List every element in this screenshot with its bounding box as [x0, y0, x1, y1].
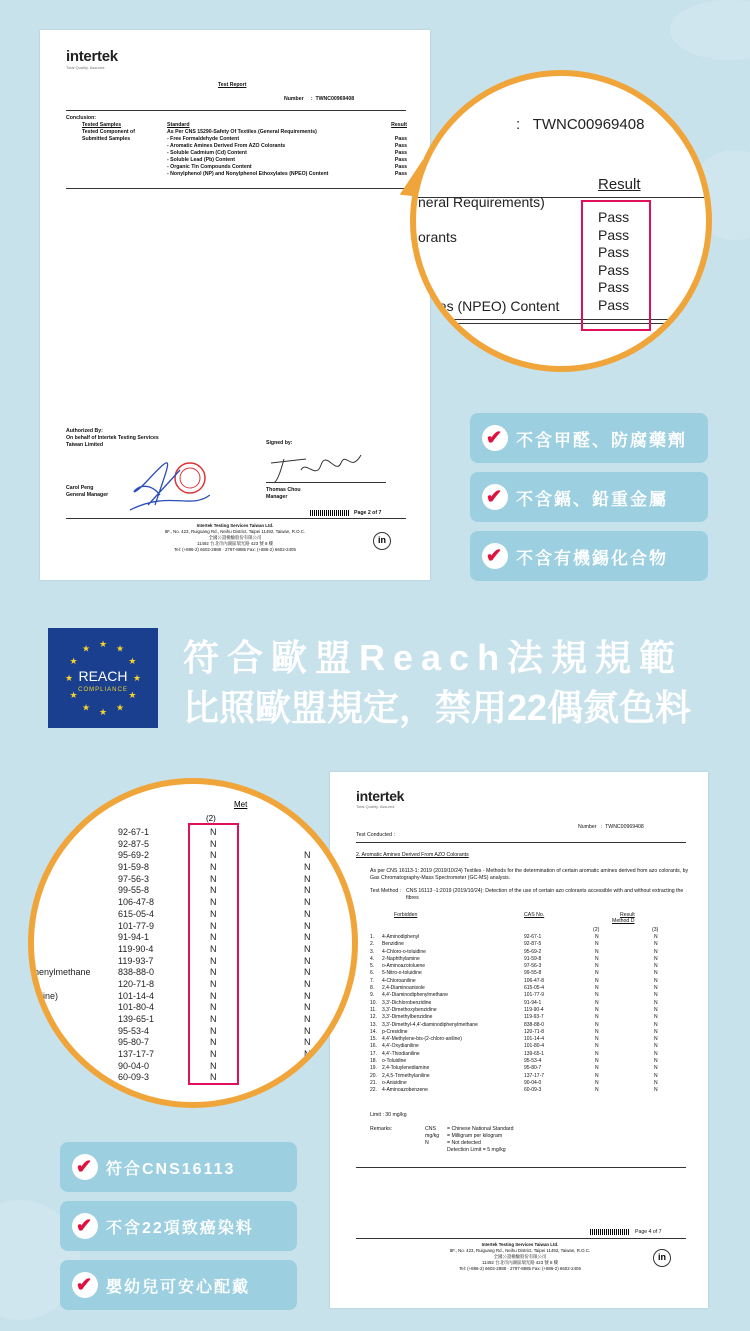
rule	[416, 323, 706, 324]
star-icon: ★	[98, 639, 108, 649]
rule	[66, 110, 406, 111]
zoom-rows	[34, 827, 354, 1084]
rule	[66, 518, 406, 519]
pass-value: Pass	[598, 226, 630, 243]
zoom-row: 106-47-8 N N	[118, 897, 311, 908]
zoom-row: 119-90-4 N N	[118, 943, 311, 954]
zoom-row: 92-67-1 N	[118, 827, 217, 837]
pass-value: Pass	[598, 279, 630, 295]
zoom-row: niline) 101-14-4 N N	[34, 990, 311, 1001]
rule	[416, 319, 706, 320]
signer-2: Thomas Chou Manager	[266, 487, 301, 500]
n-value: N	[210, 1072, 217, 1083]
star-icon: ★	[115, 702, 125, 713]
pass-value: Pass	[598, 261, 630, 278]
table-row: 16. 4,4'-Oxydianiline 101-80-4 N N	[370, 1043, 658, 1050]
feature-badge	[470, 413, 708, 463]
zoom-row: 97-56-3 N N	[118, 873, 311, 884]
magnifier-result-zoom	[410, 70, 712, 372]
pass-value: Pass	[598, 209, 630, 225]
n-value: N	[210, 862, 217, 873]
n-value: N	[210, 955, 217, 966]
table-row: 12. 3,3'-Dimethylbenzidine 119-93-7 N N	[370, 1014, 658, 1021]
zoom-row: 137-17-7 N N	[118, 1049, 311, 1060]
n-value: N	[210, 943, 217, 954]
signature-thomas	[266, 445, 366, 485]
zoom-row: 60-09-3 N N	[118, 1072, 311, 1083]
tested-samples-block: Tested Samples Tested Component of Submitted Samples	[82, 122, 135, 142]
col-forbidden: Forbidden	[394, 912, 418, 918]
star-icon: ★	[132, 673, 142, 683]
limit: Limit : 30 mg/kg	[370, 1112, 407, 1118]
checkmark-icon: ✔	[72, 1213, 98, 1239]
zoom-line-3: lates (NPEO) Content	[424, 298, 560, 314]
reach-badge-sub: COMPLIANCE	[78, 687, 128, 693]
zoom-number: : TWNC00969408	[516, 116, 645, 133]
n-value: N	[304, 1014, 311, 1024]
zoom-row: 615-05-4 N N	[118, 908, 311, 919]
n-value: N	[210, 1037, 217, 1048]
n-value: N	[210, 967, 217, 978]
col-2: (2)	[593, 927, 600, 933]
rule	[66, 188, 406, 189]
remarks	[425, 1126, 513, 1154]
n-value: N	[210, 1049, 217, 1060]
zoom-row: 119-93-7 N N	[118, 955, 311, 966]
table-row: 10. 3,3'-Dichlorobenzidine 91-94-1 N N	[370, 999, 658, 1006]
table-row: 3. 4-Chloro-o-toluidine 95-69-2 N N	[370, 948, 658, 955]
n-value: N	[210, 1060, 217, 1071]
conclusion-item: - Nonylphenol (NP) and Nonylphenol Ethoxylates (NPEO) Content Pass	[167, 171, 407, 177]
n-value: N	[304, 1060, 311, 1071]
checkmark-icon: ✔	[72, 1272, 98, 1298]
test-report-page-2	[40, 30, 430, 580]
feature-text: 不含甲醛、防腐藥劑	[516, 430, 687, 450]
zoom-row: 92-87-5 N	[118, 838, 217, 849]
table-row: 15. 4,4'-Methylene-bis-(2-chloro-aniline) 101-14-4 N N	[370, 1036, 658, 1043]
n-value: N	[304, 955, 311, 966]
remark-row: CNS = Chinese National Standard	[425, 1126, 514, 1132]
n-value: N	[304, 897, 311, 908]
star-icon: ★	[69, 656, 78, 666]
table-row: 1. 4-Aminodiphenyl 92-67-1 N N	[370, 934, 658, 940]
zoom-row: 90-04-0 N N	[118, 1060, 311, 1071]
remark-row: Detection Limit = 5 mg/kg	[447, 1147, 506, 1153]
zoom-row: henylmethane 838-88-0 N N	[34, 967, 311, 978]
n-value: N	[304, 1002, 311, 1013]
conclusion-item: - Free Formaldehyde Content Pass	[167, 136, 407, 142]
n-value: N	[210, 885, 217, 896]
zoom-col2: (2)	[206, 814, 216, 823]
feature-badge	[60, 1260, 297, 1310]
feature-text: 符合CNS16113	[106, 1160, 236, 1178]
conclusion-item: - Soluble Cadmium (Cd) Content Pass	[167, 150, 407, 156]
checkmark-icon: ✔	[72, 1154, 98, 1180]
pass-value: Pass	[598, 244, 630, 260]
zoom-row: 139-65-1 N N	[118, 1014, 311, 1024]
footer: Intertek Testing Services Taiwan Ltd. 8F., No. 423, Ruiguang Rd., Neihu District, Taipei 11492, Taiwan, R.O.C. 全國公證檢驗股份有限公司 11492 台北市內湖區瑞光路 423 號 8 樓 Tel: (+886-2) 6602-2888 · 2797-8885 Fax: (+886-2) 6602-2405	[449, 1242, 591, 1271]
table-row: 22. 4-Aminoazobenzene 60-09-3 N N	[370, 1087, 658, 1094]
n-value: N	[210, 932, 217, 943]
barcode	[590, 1229, 630, 1235]
rule	[266, 482, 386, 483]
amine-table	[370, 934, 670, 1095]
star-icon: ★	[115, 643, 125, 654]
remark-row: mg/kg = Milligram per kilogram	[425, 1133, 503, 1139]
table-row: 19. 2,4-Toluylenediamine 95-80-7 N N	[370, 1065, 658, 1072]
test-conducted: Test Conducted :	[356, 832, 395, 838]
table-row: 21. o-Anisidine 90-04-0 N N	[370, 1079, 658, 1086]
star-icon: ★	[81, 702, 91, 713]
n-value: N	[304, 1049, 311, 1060]
intertek-logo: intertek Total Quality. Assured.	[356, 788, 405, 809]
n-value: N	[210, 827, 217, 837]
footer: Intertek Testing Services Taiwan Ltd. 8F., No. 423, Ruiguang Rd., Neihu District, Taipei 11492, Taiwan, R.O.C. 全國公證檢驗股份有限公司 11492 台北市內湖區瑞光路 423 號 8 樓 Tel: (+886-2) 6602-2888 · 2797-8885 Fax: (+886-2) 6602-2405	[164, 523, 306, 552]
conclusion-item: - Aromatic Amines Derived From AZO Colorants Pass	[167, 143, 407, 149]
n-value: N	[210, 908, 217, 919]
col-result: Result	[620, 912, 635, 918]
n-value: N	[210, 897, 217, 908]
feature-badge	[470, 531, 708, 581]
stamp-signature	[100, 450, 210, 515]
star-icon: ★	[128, 656, 137, 666]
table-row: 6. 5-Nitro-o-toluidine 99-55-8 N N	[370, 970, 658, 977]
table-row: 13. 3,3'-Dimethyl-4,4'-diaminodiphenylmethane 838-88-0 N N	[370, 1021, 658, 1028]
zoom-row: 95-69-2 N N	[118, 850, 311, 861]
table-row: 11. 3,3'-Dimethoxybenzidine 119-90-4 N N	[370, 1006, 658, 1013]
signer-1: Carol Peng General Manager	[66, 485, 109, 498]
n-value: N	[210, 850, 217, 861]
n-value: N	[304, 943, 311, 954]
n-value: N	[304, 978, 311, 989]
zoom-row: 91-59-8 N N	[118, 862, 311, 873]
star-icon: ★	[81, 643, 91, 654]
signed-by-label: Signed by:	[266, 440, 293, 446]
table-row: 4. 2-Naphthylamine 91-59-8 N N	[370, 955, 658, 962]
n-value: N	[210, 873, 217, 884]
feature-badge	[60, 1142, 297, 1192]
table-row: 14. p-Cresidine 120-71-8 N N	[370, 1028, 658, 1035]
star-icon: ★	[98, 707, 108, 717]
pass-value: Pass	[598, 296, 630, 313]
table-row: 2. Benzidine 92-87-5 N N	[370, 941, 658, 948]
zoom-row: 91-94-1 N N	[118, 932, 311, 943]
zoom-row: 99-55-8 N N	[118, 885, 311, 896]
table-row: 17. 4,4'-Thiodianiline 139-65-1 N N	[370, 1050, 658, 1057]
report-number: Number : TWNC00969408	[284, 96, 355, 102]
n-value: N	[210, 990, 217, 1001]
zoom-result-label: Result	[598, 176, 641, 193]
n-value: N	[304, 967, 311, 978]
feature-text: 嬰幼兒可安心配戴	[106, 1278, 251, 1296]
rule	[356, 842, 686, 843]
magnifier-table-zoom	[28, 778, 358, 1108]
col-method: Method D	[612, 918, 635, 924]
table-row: 7. 4-Chloroaniline 106-47-8 N N	[370, 977, 658, 984]
n-value: N	[210, 1025, 217, 1036]
zoom-row: 101-80-4 N N	[118, 1002, 311, 1013]
n-value: N	[210, 920, 217, 931]
test-method: Test Method : CNS 16113 -1:2019 (2019/10/24): Detection of the use of certain azo colorants accessible with and without extracting the fibres	[370, 888, 684, 901]
pass-list	[598, 209, 629, 314]
col-cas: CAS No.	[524, 912, 545, 918]
zoom-line-1: neral Requirements)	[418, 194, 545, 210]
feature-badge	[60, 1201, 297, 1251]
star-icon: ★	[69, 690, 78, 700]
col-3: (3)	[652, 927, 659, 933]
intertek-circle-icon: in	[653, 1249, 671, 1267]
table-row: 18. o-Toluidine 95-53-4 N N	[370, 1058, 658, 1065]
n-value: N	[210, 1002, 217, 1013]
zoom-line-2: orants	[418, 229, 457, 245]
report-title: Test Report	[218, 82, 247, 88]
n-value: N	[304, 920, 311, 931]
barcode	[310, 510, 350, 516]
checkmark-icon: ✔	[482, 484, 508, 510]
section-title: 2. Aromatic Amines Derived From AZO Colorants	[356, 852, 469, 858]
feature-badge	[470, 472, 708, 522]
report-number: Number : TWNC00969408	[578, 824, 644, 830]
conclusion-item: - Organic Tin Compounds Content Pass	[167, 164, 407, 170]
standard-block: Standard Result As Per CNS 15290-Safety Of Textiles (General Requirements) - Free Formaldehyde Content Pass - Aromatic Amines Derived From AZO Colorants Pass - Soluble Cadmium (Cd) Content Pass - Soluble Lead (Pb) Content Pass - Organic Tin Compounds Content Pass - Nonylphenol (NP) and Nonylphenol Ethoxylates (NPEO) Content Pass	[167, 122, 407, 177]
page-number: Page 4 of 7	[635, 1229, 662, 1235]
n-value: N	[304, 885, 311, 896]
as-per: As per CNS 16113-1: 2019 (2019/10/24) Textiles - Methods for the determination of certain aromatic amines derived from azo colorants, by Gas Chromatography-Mass Spectrometer (GC-MS) analysis.	[370, 868, 689, 881]
star-icon: ★	[128, 690, 137, 700]
authorized-block: Authorized By: On behalf of Intertek Testing Services Taiwan Limited	[66, 428, 159, 448]
reach-title: 符合歐盟Reach法規規範	[183, 637, 684, 678]
table-row: 8. 2,4-Diaminoanisole 615-05-4 N N	[370, 985, 658, 992]
n-value: N	[210, 838, 217, 849]
table-row: 9. 4,4'-Diaminodiphenylmethane 101-77-9 N N	[370, 992, 658, 999]
intertek-logo: intertek Total Quality. Assured.	[66, 48, 118, 70]
test-report-page-4	[330, 772, 708, 1308]
rule	[356, 1238, 686, 1239]
zoom-row: 95-53-4 N N	[118, 1025, 311, 1036]
n-value: N	[304, 850, 311, 861]
reach-badge-text: REACH	[78, 668, 128, 684]
n-value: N	[304, 1037, 311, 1048]
reach-badge	[48, 628, 158, 728]
n-value: N	[304, 932, 311, 943]
table-row: 20. 2,4,5-Trimethylaniline 137-17-7 N N	[370, 1072, 658, 1079]
n-value: N	[304, 1072, 311, 1083]
conclusion-label: Conclusion:	[66, 115, 96, 121]
n-value: N	[210, 1014, 217, 1024]
feature-text: 不含22項致癌染料	[106, 1219, 254, 1237]
n-value: N	[304, 990, 311, 1001]
feature-text: 不含鎘、鉛重金屬	[516, 489, 668, 509]
n-value: N	[304, 862, 311, 873]
bg-blob	[670, 0, 750, 60]
n-value: N	[304, 1025, 311, 1036]
checkmark-icon: ✔	[482, 543, 508, 569]
conclusion-item: - Soluble Lead (Pb) Content Pass	[167, 157, 407, 163]
n-value: N	[304, 873, 311, 884]
zoom-row: 101-77-9 N N	[118, 920, 311, 931]
star-icon: ★	[64, 673, 74, 683]
n-value: N	[304, 908, 311, 919]
feature-text: 不含有機錫化合物	[516, 548, 668, 568]
reach-subtitle: 比照歐盟規定，禁用22偶氮色料	[183, 687, 692, 728]
checkmark-icon: ✔	[482, 425, 508, 451]
n-value: N	[210, 978, 217, 989]
remarks-label: Remarks:	[370, 1126, 393, 1132]
table-row: 5. o-Aminoazotoluene 97-56-3 N N	[370, 963, 658, 970]
rule	[356, 1167, 686, 1168]
zoom-row: 120-71-8 N N	[118, 978, 311, 989]
zoom-row: 95-80-7 N N	[118, 1037, 311, 1048]
remark-row: N = Not detected	[425, 1140, 481, 1146]
page-number: Page 2 of 7	[354, 510, 382, 516]
zoom-header-partial: Met	[234, 800, 248, 809]
intertek-circle-icon: in	[373, 532, 391, 550]
